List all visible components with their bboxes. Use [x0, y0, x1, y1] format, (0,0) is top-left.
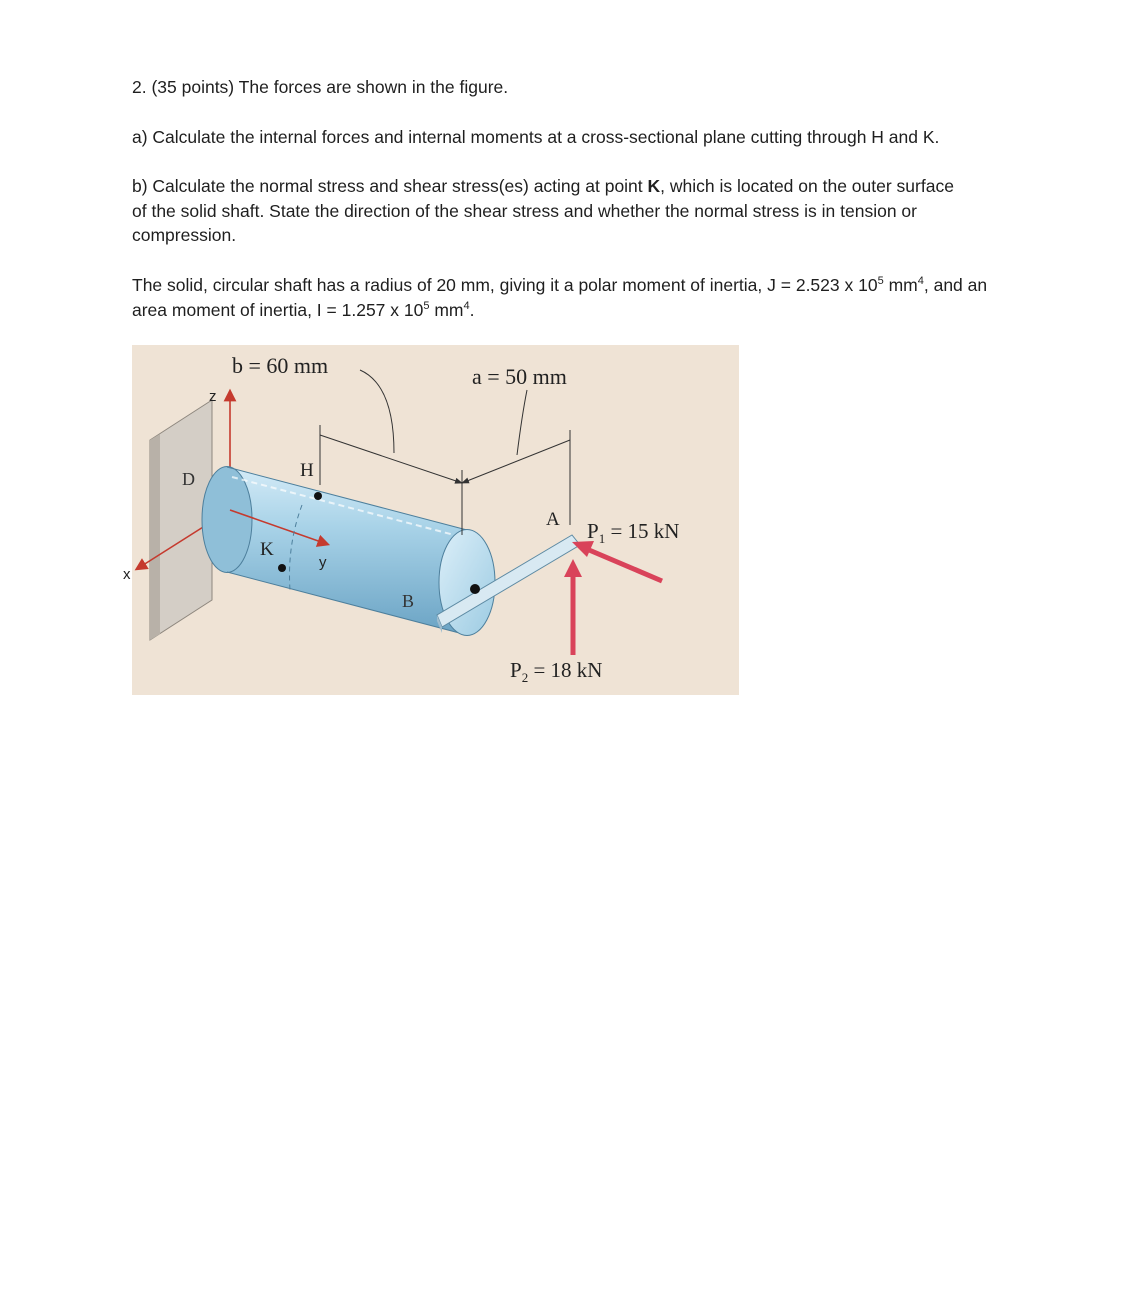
label-b: B [402, 591, 415, 611]
shaft-figure [132, 345, 739, 695]
point-h-dot [314, 492, 322, 500]
problem-header: 2. (35 points) The forces are shown in the figure. [132, 77, 509, 97]
label-d: D [182, 469, 195, 489]
dimension-a-label: a = 50 mm [472, 364, 567, 389]
force-p1-label: $P_1 = 15$ kN [587, 519, 680, 546]
label-k: K [260, 539, 274, 560]
label-h: H [300, 460, 314, 481]
axis-y-label: y [319, 554, 327, 571]
part-a-text: a) Calculate the internal forces and internal moments at a cross-sectional plane cutting through H and K. [132, 127, 940, 147]
axis-z-label: z [209, 388, 217, 405]
axis-x-label: x [123, 566, 131, 583]
force-p2-label: $P_2 = 18$ kN [510, 658, 603, 685]
part-b-text: b) Calculate the normal stress and shear stress(es) acting at point K, which is located on the outer surface of the solid shaft. State the direction of the shear stress and whether the normal stress is in tension or compression. [132, 176, 954, 245]
label-a: A [546, 509, 560, 530]
point-k-bold: K [647, 176, 661, 196]
point-k-dot [278, 564, 286, 572]
given-text: The solid, circular shaft has a radius of 20 mm, giving it a polar moment of inertia, J = 2.523 x $10^5$ $mm^4$, and an area moment of inertia, I = 1.257 x $10^5$ $mm^4$. [132, 275, 988, 320]
dimension-b-label: b = 60 mm [232, 353, 329, 378]
